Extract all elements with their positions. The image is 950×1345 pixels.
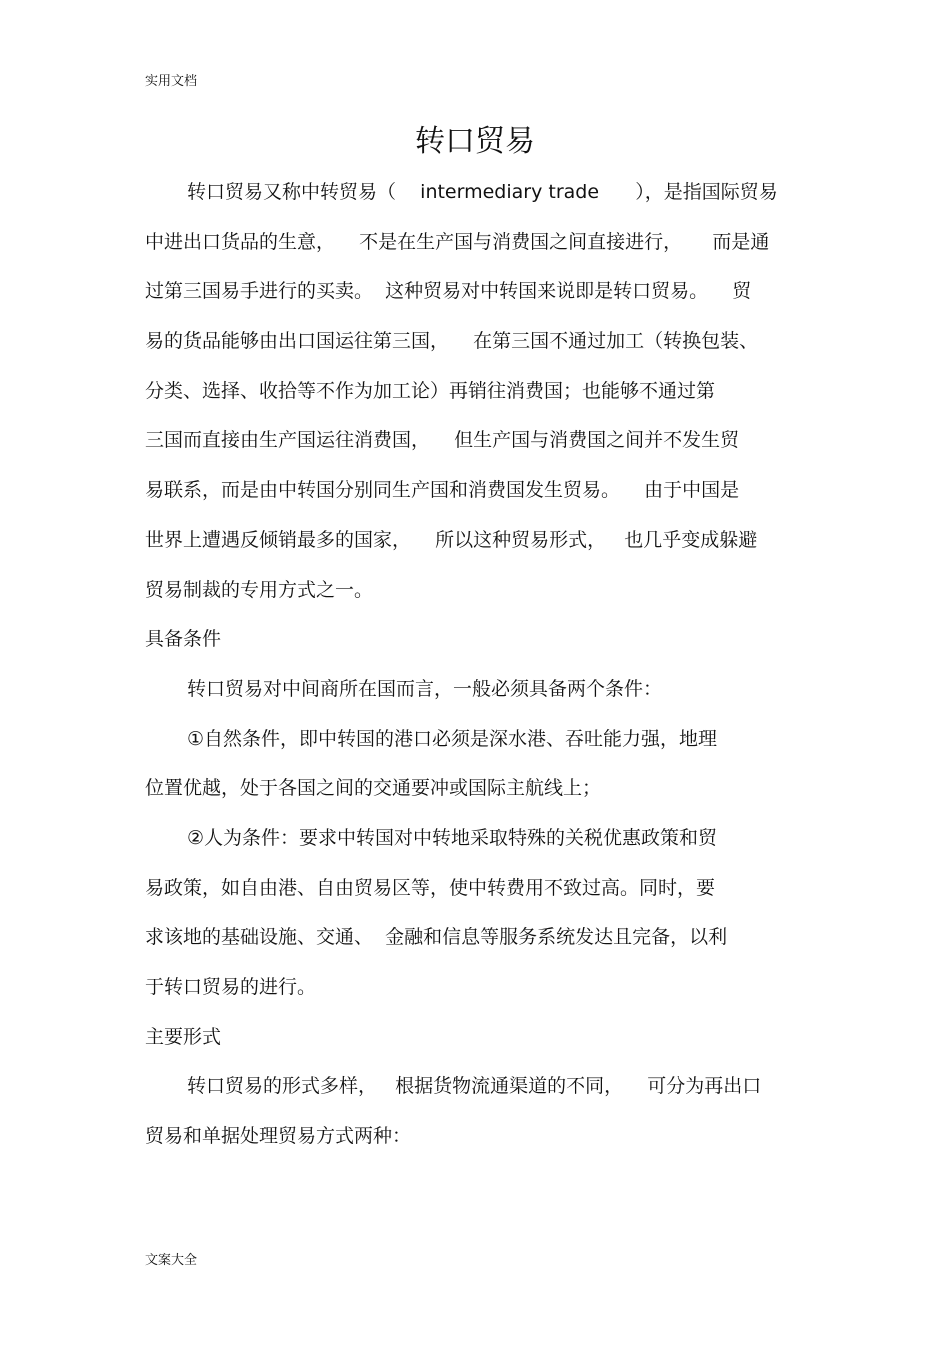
paragraph-line: 贸易制裁的专用方式之一。 [145, 578, 374, 601]
paragraph-line: 转口贸易又称中转贸易（ intermediary trade ），是指国际贸易 [187, 181, 778, 203]
section-heading: 具备条件 [145, 628, 222, 651]
paragraph-line: 过第三国易手进行的买卖。 这种贸易对中转国来说即是转口贸易。 贸 [145, 280, 752, 303]
paragraph-line: ②人为条件：要求中转国对中转地采取特殊的关税优惠政策和贸 [187, 826, 718, 849]
paragraph-line: 三国而直接由生产国运往消费国， 但生产国与消费国之间并不发生贸 [145, 429, 740, 452]
paragraph-line: 世界上遭遇反倾销最多的国家， 所以这种贸易形式， 也几乎变成躲避 [145, 528, 758, 551]
paragraph-line: 求该地的基础设施、交通、 金融和信息等服务系统发达且完备，以利 [145, 926, 728, 949]
paragraph-line: 转口贸易对中间商所在国而言，一般必须具备两个条件： [187, 677, 663, 700]
paragraph-line: 易联系，而是由中转国分别同生产国和消费国发生贸易。 由于中国是 [145, 479, 740, 502]
paragraph-line: 于转口贸易的进行。 [145, 976, 317, 998]
document-title: 转口贸易 [415, 124, 535, 159]
paragraph-line: ①自然条件，即中转国的港口必须是深水港、吞吐能力强，地理 [187, 727, 718, 750]
page-header: 实用文档 [145, 74, 198, 89]
section-heading: 主要形式 [145, 1025, 222, 1048]
paragraph-line: 易政策，如自由港、自由贸易区等，使中转费用不致过高。同时，要 [145, 876, 716, 899]
paragraph-line: 分类、选择、收拾等不作为加工论）再销往消费国；也能够不通过第 [145, 379, 716, 402]
document-body [145, 175, 810, 1169]
paragraph-line: 易的货品能够由出口国运往第三国， 在第三国不通过加工（转换包装、 [145, 330, 759, 353]
paragraph-line: 转口贸易的形式多样， 根据货物流通渠道的不同， 可分为再出口 [187, 1075, 762, 1098]
paragraph-line: 中进出口货品的生意， 不是在生产国与消费国之间直接进行， 而是通 [145, 230, 770, 253]
paragraph-line: 贸易和单据处理贸易方式两种： [145, 1125, 412, 1148]
page-footer: 文案大全 [145, 1253, 198, 1268]
paragraph-line: 位置优越，处于各国之间的交通要冲或国际主航线上； [145, 777, 602, 800]
